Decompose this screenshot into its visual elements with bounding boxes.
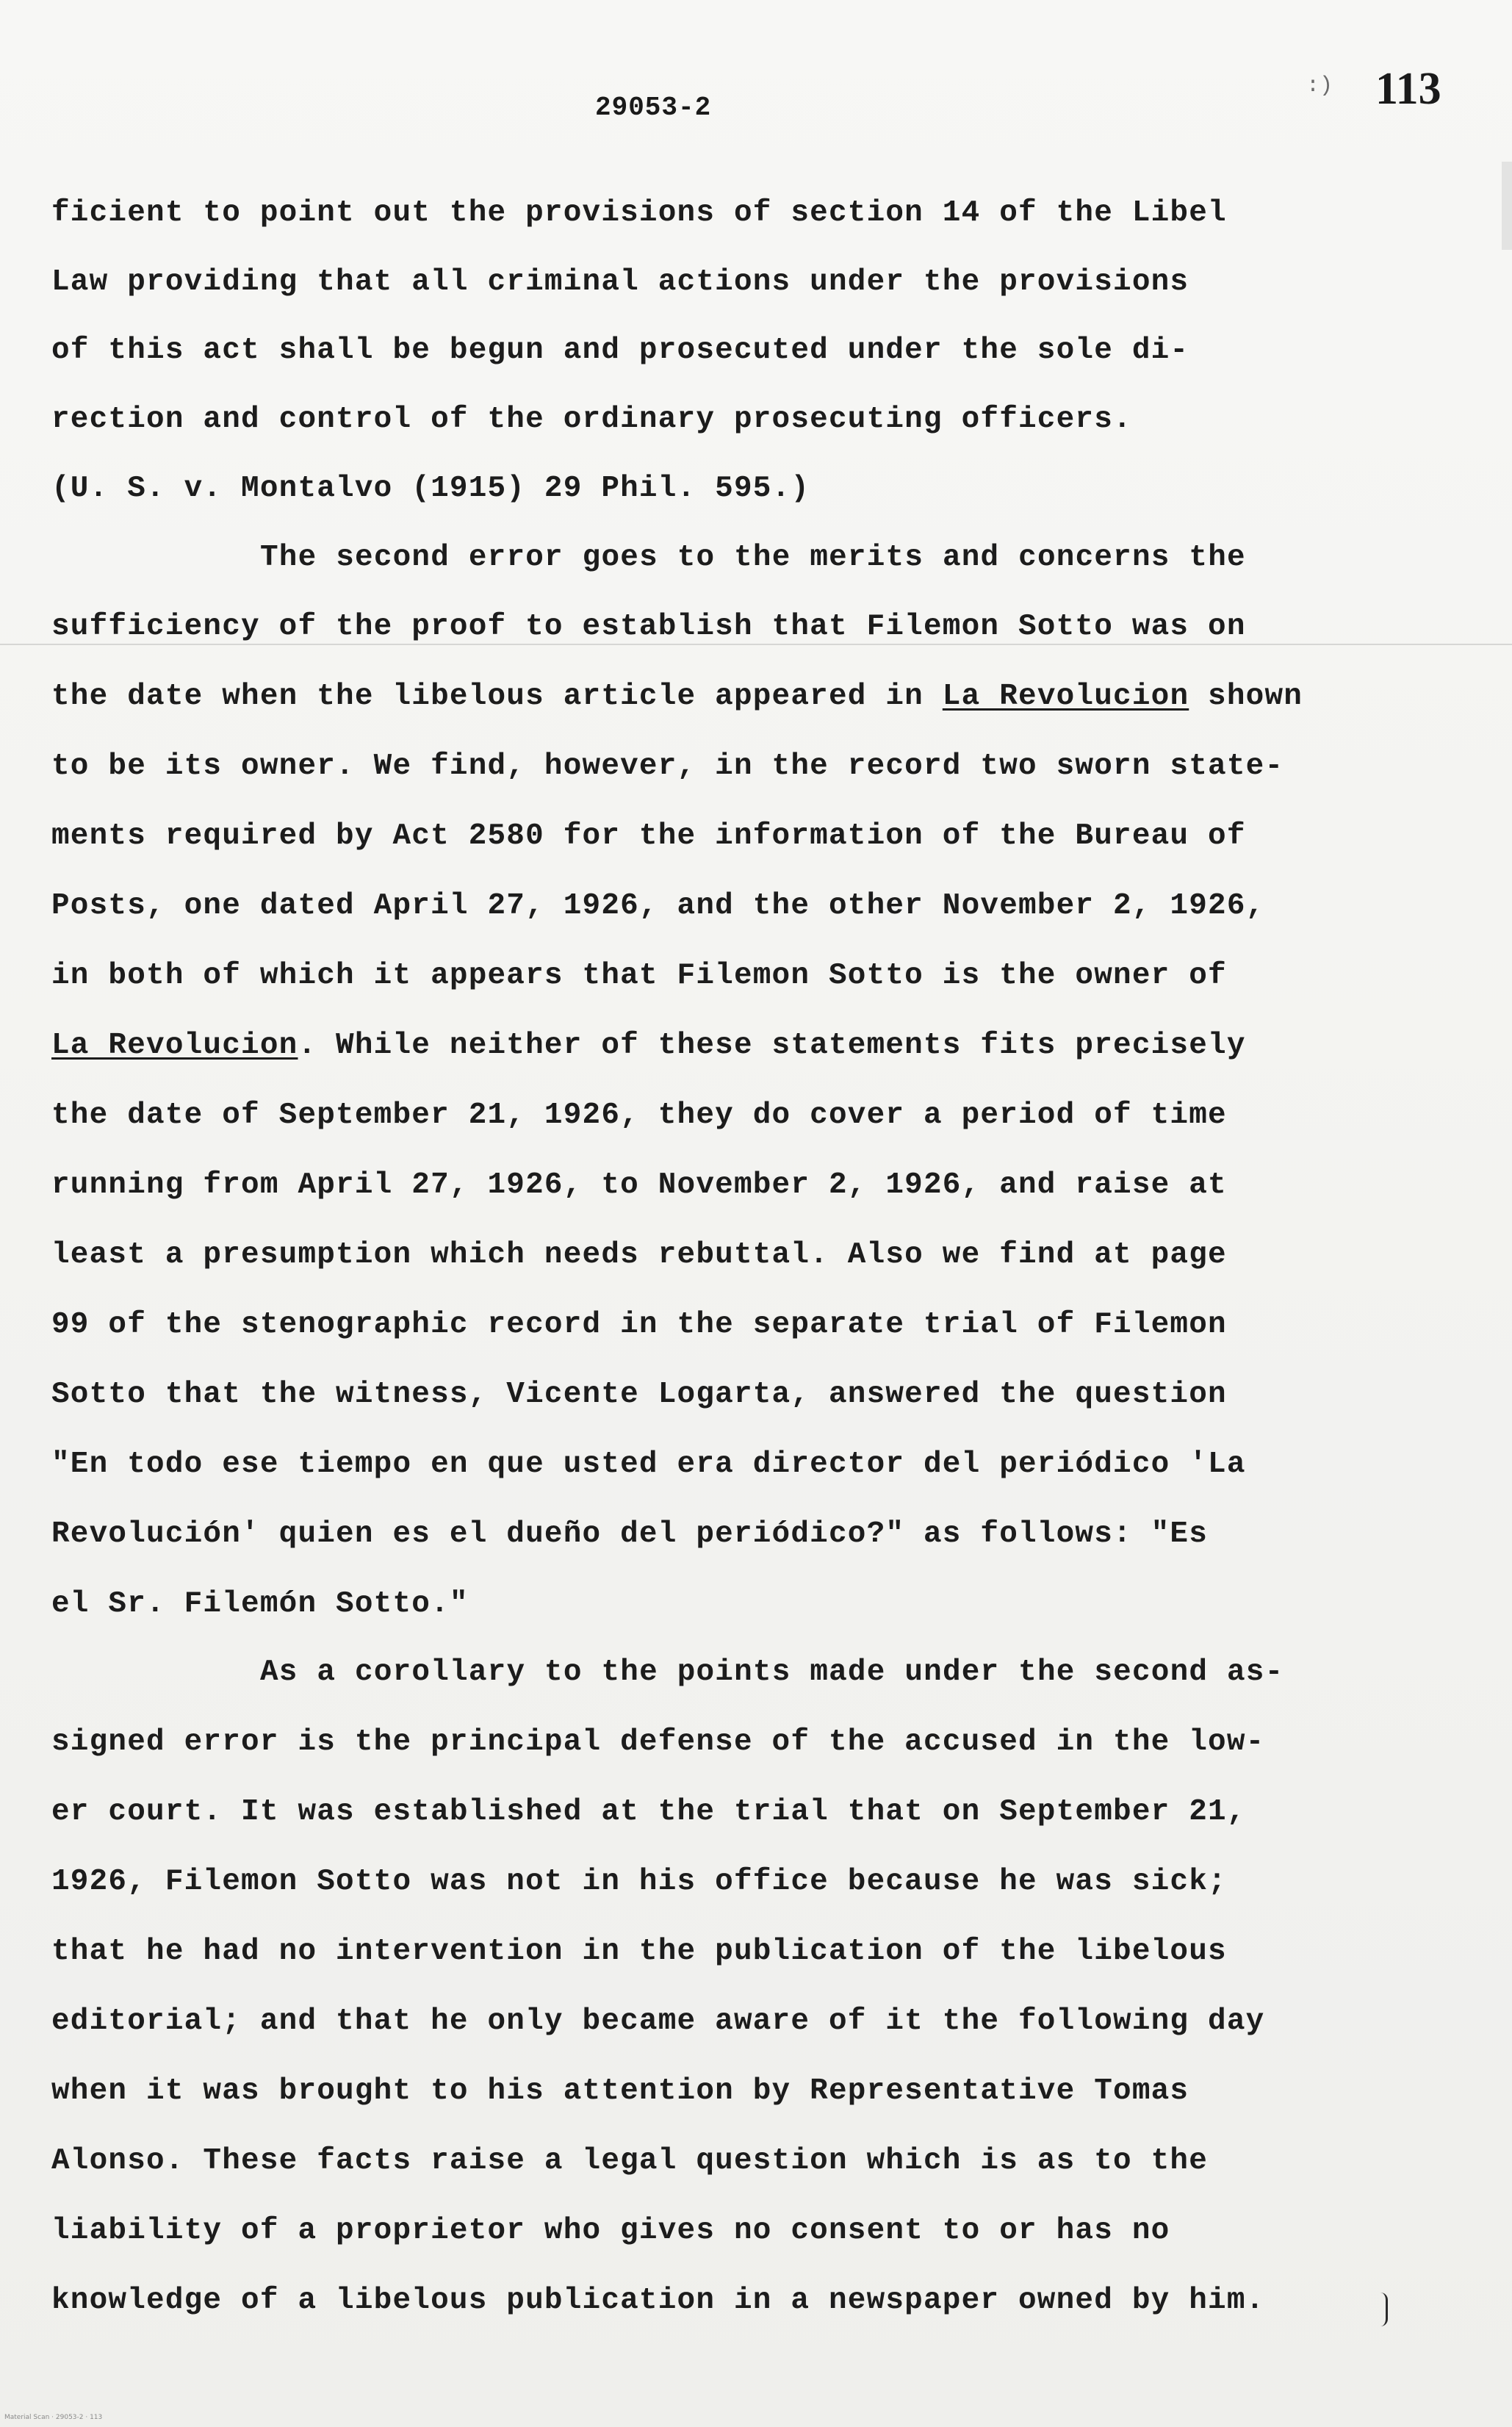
text-line [51,1028,1246,1063]
scan-edge-shadow [1502,162,1512,250]
text-line: the date of September 21, 1926, they do cover a period of time [51,1099,1227,1132]
end-mark [1371,2293,1388,2326]
text-line: Alonso. These facts raise a legal question which is as to the [51,2144,1209,2178]
text-line: of this act shall be begun and prosecuted under the sole di- [51,334,1189,367]
margin-mark: :) [1306,73,1333,98]
text-line: running from April 27, 1926, to November 2, 1926, and raise at [51,1168,1227,1202]
text-line: sufficiency of the proof to establish that Filemon Sotto was on [51,610,1246,644]
text-line: er court. It was established at the trial that on September 21, [51,1795,1246,1829]
text-line: 1926, Filemon Sotto was not in his office because he was sick; [51,1865,1227,1899]
text-line: 99 of the stenographic record in the separate trial of Filemon [51,1308,1227,1342]
newspaper-title: La Revolucion [51,1029,298,1063]
text-line: rection and control of the ordinary prosecuting officers. [51,403,1132,436]
text-line: in both of which it appears that Filemon Sotto is the owner of [51,959,1227,993]
text-line: (U. S. v. Montalvo (1915) 29 Phil. 595.) [51,472,810,506]
text-line: least a presumption which needs rebuttal. Also we find at page [51,1238,1227,1272]
text-line: Posts, one dated April 27, 1926, and the other November 2, 1926, [51,889,1265,923]
text-line: Law providing that all criminal actions under the provisions [51,265,1189,299]
text-line: to be its owner. We find, however, in the record two sworn state- [51,749,1284,783]
text-line: ficient to point out the provisions of section 14 of the Libel [51,196,1227,230]
page-number: 113 [1375,64,1441,114]
quoted-text-line: "En todo ese tiempo en que usted era director del periódico 'La [51,1448,1246,1481]
quoted-text-line: el Sr. Filemón Sotto." [51,1587,469,1621]
paragraph-start: The second error goes to the merits and concerns the [260,541,1246,575]
paragraph-start: As a corollary to the points made under the second as- [260,1655,1284,1689]
quoted-text-line: Revolución' quien es el dueño del periódico?" as follows: "Es [51,1517,1209,1551]
text-line-part: shown [1189,680,1303,713]
text-line: editorial; and that he only became aware of it the following day [51,2004,1265,2038]
text-line: signed error is the principal defense of the accused in the low- [51,1725,1265,1759]
text-line: Sotto that the witness, Vicente Logarta, answered the question [51,1378,1227,1412]
text-line: that he had no intervention in the publication of the libelous [51,1935,1227,1968]
newspaper-title: La Revolucion [942,680,1189,713]
text-line-part: the date when the libelous article appeared in [51,680,943,713]
text-line-part: . While neither of these statements fits precisely [298,1029,1246,1063]
scan-footer: Material Scan · 29053-2 · 113 [4,2414,103,2421]
text-line: knowledge of a libelous publication in a newspaper owned by him. [51,2284,1265,2318]
document-code: 29053-2 [595,93,712,123]
text-line: ments required by Act 2580 for the information of the Bureau of [51,819,1246,853]
text-line: when it was brought to his attention by Representative Tomas [51,2074,1189,2108]
text-line [51,679,1303,714]
text-line: liability of a proprietor who gives no consent to or has no [51,2214,1170,2248]
